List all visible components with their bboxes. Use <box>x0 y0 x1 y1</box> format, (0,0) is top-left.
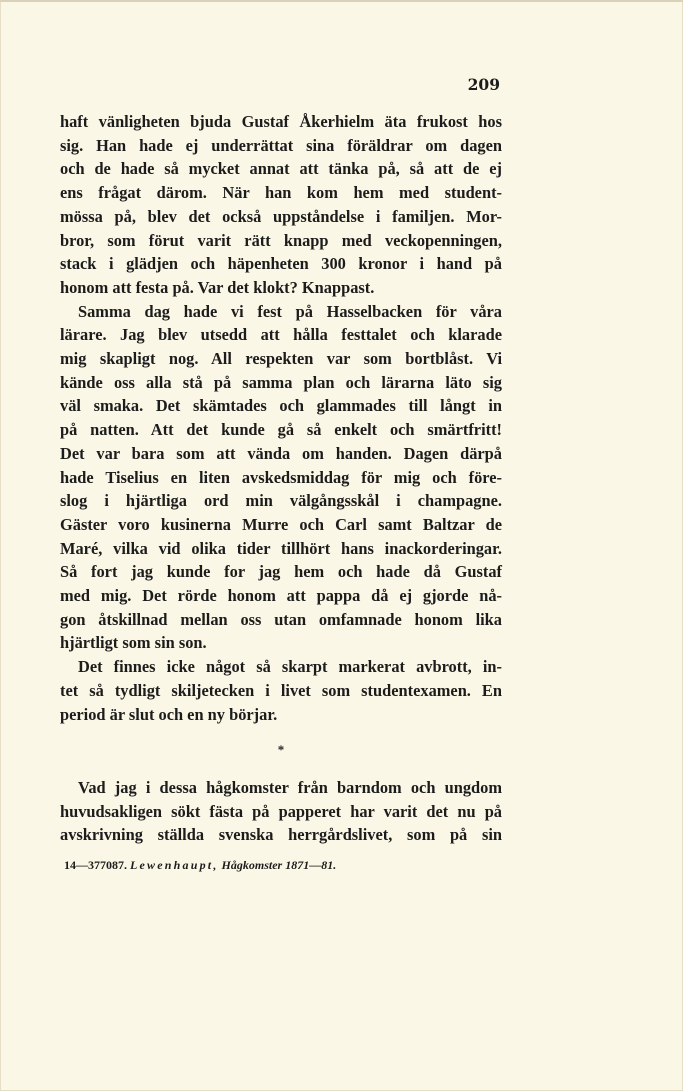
footer-author: Lewenhaupt, <box>130 858 219 872</box>
signature-mark: 14—377087. <box>64 858 127 872</box>
text-line: Maré, vilka vid olika tider tillhört hans inackorderingar. <box>60 538 502 558</box>
text-line: Vad jag i dessa hågkomster från barndom och ungdom <box>78 778 502 797</box>
text-line: kände oss alla stå på samma plan och lärarna läto sig <box>60 372 502 392</box>
text-line: avskrivning ställda svenska herrgårdslivet, som på sin <box>60 825 502 845</box>
text-line: Gäster voro kusinerna Murre och Carl samt Baltzar de <box>60 514 502 534</box>
text-line: huvudsakligen sökt fästa på papperet har varit det nu på <box>60 801 502 821</box>
text-line: väl smaka. Det skämtades och glammades till långt in <box>60 396 502 416</box>
text-line: slog i hjärtliga ord min välgångsskål i champagne. <box>60 491 502 511</box>
text-line: och de hade så mycket annat att tänka på, så att de ej <box>60 159 502 179</box>
section-separator: * <box>277 742 285 757</box>
text-line: hjärtligt som sin son. <box>60 633 207 653</box>
footer-title: Hågkomster 1871—81. <box>221 858 337 872</box>
text-line: Det var bara som att vända om handen. Dagen därpå <box>60 443 502 463</box>
text-line: mössa på, blev det också uppståndelse i familjen. Mor- <box>60 206 502 226</box>
page-top-edge <box>0 0 683 2</box>
text-line: stack i glädjen och häpenheten 300 kronor i hand på <box>60 254 502 274</box>
text-line: lärare. Jag blev utsedd att hålla festtalet och klarade <box>60 325 502 345</box>
text-line: Det finnes icke något så skarpt markerat avbrott, in- <box>78 657 502 677</box>
text-line: Samma dag hade vi fest på Hasselbacken för våra <box>78 301 502 321</box>
body-text-continued <box>60 776 502 847</box>
text-line: period är slut och en ny börjar. <box>60 704 278 724</box>
text-line: ens frågat därom. När han kom hem med student- <box>60 183 502 203</box>
text-line: gon åtskillnad mellan oss utan omfamnade honom lika <box>60 609 502 629</box>
text-line: hade Tiselius en liten avskedsmiddag för mig och före- <box>60 467 502 487</box>
text-line: bror, som förut varit rätt knapp med veckopenningen, <box>60 230 502 250</box>
text-line: mig skapligt nog. All respekten var som bortblåst. Vi <box>60 349 502 369</box>
text-line: haft vänligheten bjuda Gustaf Åkerhielm äta frukost hos <box>60 112 502 131</box>
text-line: med mig. Det rörde honom att pappa då ej gjorde nå- <box>60 586 502 606</box>
text-line: Så fort jag kunde for jag hem och hade då Gustaf <box>60 562 502 582</box>
signature-footer <box>64 858 336 873</box>
text-line: honom att festa på. Var det klokt? Knappast. <box>60 277 375 297</box>
body-text <box>60 110 502 726</box>
text-line: tet så tydligt skiljetecken i livet som studentexamen. En <box>60 680 502 700</box>
text-line: sig. Han hade ej underrättat sina föräldrar om dagen <box>60 135 502 155</box>
page-number: 209 <box>467 75 500 94</box>
text-line: på natten. Att det kunde gå så enkelt och smärtfritt! <box>60 420 502 440</box>
